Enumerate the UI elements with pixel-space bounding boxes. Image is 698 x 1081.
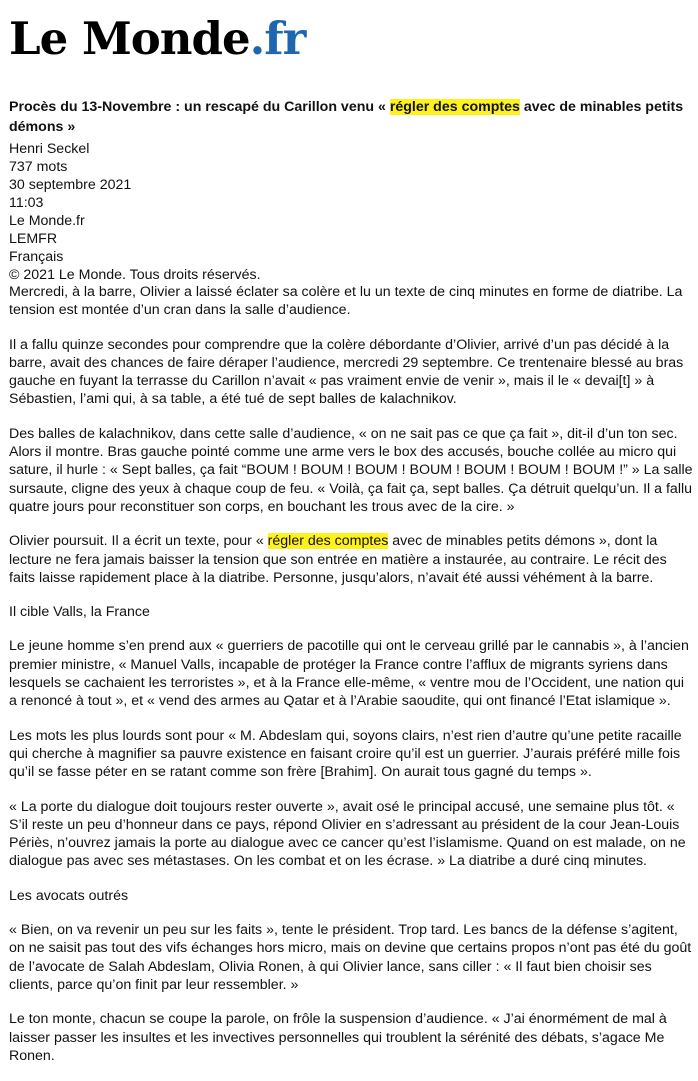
meta-language: Français (9, 249, 64, 265)
meta-code: LEMFR (9, 231, 58, 247)
paragraph-text: avec de minables petits démons », dont la lecture ne fera jamais baisser la tension que son entrée en matière a instaurée, au contraire. Le récit des faits laisse rapidement place à la diatribe. Personne, jusqu’alors, n’avait été aussi véhément à la barre. (9, 533, 667, 586)
article-paragraph: Le jeune homme s’en prend aux « guerriers de pacotille qui ont le cerveau grillé par le cannabis », à l’ancien premier ministre, « Manuel Valls, incapable de protéger la France contre l’afflux de migrants syriens dans lesquels se cachaient les terroristes », et à la France elle-même, « ventre mou de l’Occident, une nation qui a renoncé à tout », et « vend des armes au Qatar et à l’Arabie saoudite, qui ont financé l’Etat islamique ». (9, 638, 689, 710)
article-paragraph (9, 532, 693, 587)
headline-before: Procès du 13-Novembre : un rescapé du Carillon venu « (9, 99, 390, 115)
headline-after: avec de minables petits démons » (9, 99, 684, 135)
meta-author: Henri Seckel (9, 141, 90, 157)
meta-time: 11:03 (9, 195, 44, 211)
meta-copyright: © 2021 Le Monde. Tous droits réservés. (9, 267, 261, 283)
paragraph-highlight: régler des comptes (267, 533, 389, 550)
headline-highlight: régler des comptes (389, 99, 520, 115)
logo-main: Le Monde (9, 12, 250, 65)
article-headline (9, 97, 689, 137)
article-paragraph: Mercredi, à la barre, Olivier a laissé éclater sa colère et lu un texte de cinq minutes en forme de diatribe. La tension est montée d’un cran dans la salle d’audience. (9, 284, 683, 319)
article-paragraph: « Bien, on va revenir un peu sur les faits », tente le président. Trop tard. Les bancs de la défense s’agitent, on ne saisit pas tout des vifs échanges hors micro, mais on devine que certains propos n’ont pas été du goût de l’avocate de Salah Abdeslam, Olivia Ronen, à qui Olivier lance, sans ciller : « Il faut bien choisir ses clients, parce qu’on finit par leur ressembler. » (9, 922, 692, 993)
meta-source: Le Monde.fr (9, 213, 85, 229)
article-paragraph: Il a fallu quinze secondes pour comprendre que la colère débordante d’Olivier, arrivé d’un pas décidé à la barre, avait des chances de faire déraper l’audience, mercredi 29 septembre. Ce trentenaire blessé au bras gauche en fuyant la terrasse du Carillon n’avait « pas vraiment envie de venir », mais il le « devai[t] » à Sébastien, l’ami qui, à sa table, a été tué de sept balles de kalachnikov. (9, 336, 684, 408)
article-body (9, 283, 693, 1081)
logo-tld: .fr (249, 12, 306, 65)
meta-word-count: 737 mots (9, 159, 68, 175)
article-paragraph: Les mots les plus lourds sont pour « M. Abdeslam qui, soyons clairs, n’est rien d’autre qu’une petite racaille qui cherche à magnifier sa pauvre existence en faisant croire qu’il est un guerrier. J’aurais préféré mille fois qu’il se fasse péter en se ratant comme son frère [Brahim]. On aurait tous gagné du temps ». (9, 727, 682, 781)
article-meta (9, 140, 689, 284)
article-subheading: Les avocats outrés (9, 887, 129, 904)
article-paragraph: Le ton monte, chacun se coupe la parole, on frôle la suspension d’audience. « J’ai énormément de mal à laisser passer les insultes et les invectives personnelles qui troublent la sérénité des débats, s’agace Me Ronen. (9, 1011, 667, 1064)
paragraph-text: Olivier poursuit. Il a écrit un texte, pour « (9, 533, 268, 550)
article-paragraph: « La porte du dialogue doit toujours rester ouverte », avait osé le principal accusé, une semaine plus tôt. « S’il reste un peu d’honneur dans ce pays, répond Olivier en s’adressant au président de la cour Jean-Louis Périès, n’ouvrez jamais la porte au dialogue avec ce cancer qu’est l’islamisme. Quand on est malade, on ne dialogue pas avec ses métastases. On les combat et on les écrase. » La diatribe a duré cinq minutes. (9, 798, 686, 870)
meta-date: 30 septembre 2021 (9, 177, 132, 193)
le-monde-logo[interactable] (9, 12, 305, 66)
article-paragraph: Des balles de kalachnikov, dans cette salle d’audience, « on ne sait pas ce que ça fait », dit-il d’un ton sec. Alors il montre. Bras gauche pointé comme une arme vers le box des accusés, bouche collée au micro qui sature, il hurle : « Sept balles, ça fait “BOUM ! BOUM ! BOUM ! BOUM ! BOUM ! BOUM ! BOUM !” » La salle sursaute, cligne des yeux à chaque coup de feu. « Voilà, ça fait ça, sept balles. Ça détruit quelqu’un. Il a fallu quatre jours pour reconstituer son corps, en bouchant les trous avec de la cire. » (9, 425, 693, 515)
article-subheading: Il cible Valls, la France (9, 604, 150, 621)
